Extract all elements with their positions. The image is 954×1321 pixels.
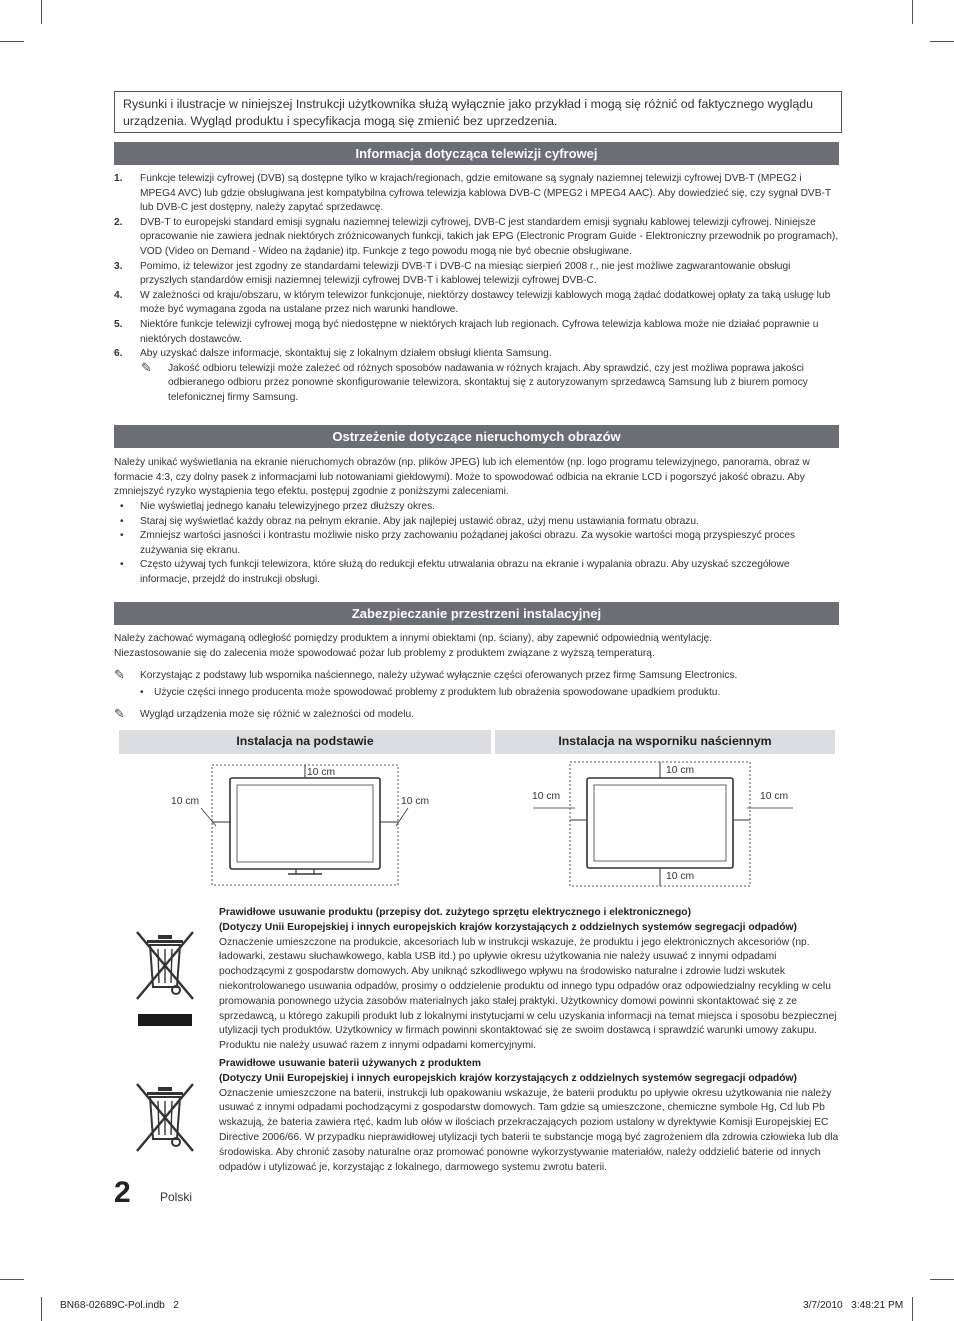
stand-install-label: Instalacja na podstawie xyxy=(119,730,491,754)
bullet: • xyxy=(140,687,144,698)
crop-mark xyxy=(41,0,42,24)
installation-note-1: ✎ Korzystając z podstawy lub wspornika naściennego, należy używać wyłącznie części oferowanych przez firmę Samsung Electronics. xyxy=(114,667,738,682)
crop-mark xyxy=(912,0,913,24)
digital-tv-list xyxy=(114,172,839,406)
section-title-digital-tv: Informacja dotycząca telewizji cyfrowej xyxy=(114,142,839,165)
product-disposal-text xyxy=(219,906,839,1054)
crop-mark xyxy=(930,1279,954,1280)
print-datetime: 3/7/2010 3:48:21 PM xyxy=(803,1300,904,1311)
list-item: 5. Niektóre funkcje telewizji cyfrowej mogą być niedostępne w niektórych krajach lub regionach. Cyfrowa telewizja kablowa może nie działać poprawnie u niektórych dostawców. xyxy=(114,318,819,345)
page-language: Polski xyxy=(160,1190,193,1204)
battery-disposal-title: Prawidłowe usuwanie baterii używanych z produktem xyxy=(219,1058,482,1069)
pencil-note-icon: ✎ xyxy=(114,706,125,721)
print-file-name: BN68-02689C-Pol.indb 2 xyxy=(60,1300,179,1311)
list-item: 3. Pomimo, iż telewizor jest zgodny ze standardami telewizji DVB-T i DVB-C na miesiąc sierpień 2008 r., nie jest możliwe zagwarantowanie obsługi przyszłych standardów emisji naziemnej telewizji cyfrowej DVB-T i kablowej telewizji cyfrowej DVB-C. xyxy=(114,260,791,287)
section-title-still-image: Ostrzeżenie dotyczące nieruchomych obrazów xyxy=(114,425,839,448)
page-number: 2 xyxy=(114,1176,131,1209)
list-item: • Nie wyświetlaj jednego kanału telewizyjnego przez dłuższy okres. xyxy=(114,500,839,515)
pencil-note-icon: ✎ xyxy=(141,359,152,375)
wall-left-clearance: 10 cm xyxy=(532,791,561,802)
crop-mark xyxy=(930,41,954,42)
list-item: 2. DVB-T to europejski standard emisji sygnału naziemnej telewizji cyfrowej, DVB-C jest standardem emisji sygnału kablowej telewizji cyfrowej. Niniejsze opracowanie nie zawiera jednak niektórych zróżnicowanych funkcji, takich jak EPG (Electronic Program Guide - Elektroniczny przewodnik po programach), VOD (Video on Demand - Wideo na żądanie) itp. Funkcje z tego powodu mogą nie być obecnie obsługiwane. xyxy=(114,216,839,257)
section-title-installation: Zabezpieczanie przestrzeni instalacyjnej xyxy=(114,602,839,625)
product-disposal-subtitle: (Dotyczy Unii Europejskiej i innych europejskich krajów korzystających z oddzielnych systemów segregacji odpadów) xyxy=(219,921,797,933)
crossed-bin-icon xyxy=(134,929,196,1032)
wall-top-clearance: 10 cm xyxy=(666,765,695,776)
stand-install-diagram xyxy=(160,760,460,888)
stand-top-clearance: 10 cm xyxy=(307,767,336,778)
list-item: • Zmniejsz wartości jasności i kontrastu możliwie nisko przy zachowaniu pożądanej jakości obrazu. Za wysokie wartości mogą przyspieszyć proces zużywania się ekranu. xyxy=(114,529,839,558)
crop-mark xyxy=(912,1297,913,1321)
list-item: • Staraj się wyświetlać każdy obraz na pełnym ekranie. Aby jak najlepiej ustawić obraz, użyj menu ustawiania formatu obrazu. xyxy=(114,515,839,530)
pencil-note-icon: ✎ xyxy=(114,667,125,682)
installation-note-2: ✎ Wygląd urządzenia może się różnić w zależności od modelu. xyxy=(114,706,414,721)
disclaimer-box: Rysunki i ilustracje w niniejszej Instrukcji użytkownika służą wyłącznie jako przykład i mogą się różnić od faktycznego wyglądu urządzenia. Wygląd produktu i specyfikacja mogą się zmienić bez uprzedzenia. xyxy=(114,91,842,133)
wall-right-clearance: 10 cm xyxy=(760,791,789,802)
product-disposal-title: Prawidłowe usuwanie produktu (przepisy dot. zużytego sprzętu elektrycznego i elektronicznego) xyxy=(219,907,692,918)
installation-intro-1: Należy zachować wymaganą odległość pomiędzy produktem a innymi obiektami (np. ściany), aby zapewnić odpowiednią wentylację. xyxy=(114,633,712,644)
crop-mark xyxy=(41,1297,42,1321)
battery-disposal-text xyxy=(219,1057,839,1175)
wall-install-label: Instalacja na wsporniku naściennym xyxy=(495,730,835,754)
crop-mark xyxy=(0,1279,24,1280)
installation-note-1-bullet: • Użycie części innego producenta może spowodować problemy z produktem lub obrażenia spowodowane upadkiem produktu. xyxy=(114,686,839,701)
stand-left-clearance: 10 cm xyxy=(171,796,200,807)
crop-mark xyxy=(0,41,24,42)
list-item: 6. Aby uzyskać dalsze informacje, skontaktuj się z lokalnym działem obsługi klienta Samsung. xyxy=(114,348,552,360)
wall-bottom-clearance: 10 cm xyxy=(666,871,695,882)
still-image-bullets xyxy=(114,500,839,588)
battery-disposal-subtitle: (Dotyczy Unii Europejskiej i innych europejskich krajów korzystających z oddzielnych systemów segregacji odpadów) xyxy=(219,1072,797,1084)
crossed-bin-icon xyxy=(134,1081,196,1160)
list-item: 1. Funkcje telewizji cyfrowej (DVB) są dostępne tylko w krajach/regionach, gdzie emitowane są sygnały naziemnej telewizji cyfrowej DVB-T (MPEG2 i MPEG4 AVC) lub gdzie obsługiwana jest kompatybilna cyfrowa telewizja kablowa DVB-C (MPEG2 i MPEG4 AAC). Aby dowiedzieć się, czy sygnał DVB-T lub DVB-C jest dostępny, należy zapytać sprzedawcę. xyxy=(114,173,831,214)
stand-right-clearance: 10 cm xyxy=(401,796,430,807)
product-disposal-body: Oznaczenie umieszczone na produkcie, akcesoriach lub w instrukcji wskazuje, że produktu i jego elektronicznych akcesoriów (np. ładowarki, zestawu słuchawkowego, kabla USB itd.) po upływie okresu użytkowania nie należy usuwać z innymi odpadami pochodzącymi z gospodarstw domowych. Aby uniknąć szkodliwego wpływu na środowisko naturalne i zdrowie ludzi wskutek niekontrolowanego usuwania odpadów, prosimy o oddzielenie produktu od innego typu odpadów oraz odpowiedzialny recykling w celu promowania ponownego użycia zasobów materialnych jako stałej praktyki. Użytkownicy domowi powinni skontaktować się z ze sprzedawcą, u którego zakupili produkt lub z lokalnymi instytucjami w celu uzyskania informacji na temat miejsca i sposobu bezpiecznej utylizacji tych produktów. Użytkownicy w firmach powinni skontaktować się ze swoim dostawcą i sprawdzić warunki umowy zakupu. Produktu nie należy usuwać razem z innymi odpadami komercyjnymi. xyxy=(219,936,837,1052)
list-item: • Często używaj tych funkcji telewizora, które służą do redukcji efektu utrwalania obrazu na ekranie i wypalania obrazu. Aby uzyskać szczegółowe informacje, przejdź do instrukcji obsługi. xyxy=(114,558,839,587)
battery-disposal-body: Oznaczenie umieszczone na baterii, instrukcji lub opakowaniu wskazuje, że baterii produktu po upływie okresu użytkowania nie należy usuwać z innymi odpadami pochodzącymi z gospodarstw domowych. Tam gdzie są umieszczone, chemiczne symbole Hg, Cd lub Pb wskazują, że bateria zawiera rtęć, kadm lub ołów w ilościach przekraczających poziom ustalony w dyrektywie Komisji Europejskiej EC Directive 2006/66. W przypadku nieprawidłowej utylizacji tych baterii te substancje mogą być zagrożeniem dla zdrowia człowieka lub dla środowiska. Aby chronić zasoby naturalne oraz promować ponowne wykorzystywanie materiałów, należy oddzielić baterie od innych odpadów i utylizować je, korzystając z lokalnego, darmowego systemu zwrotu baterii. xyxy=(219,1087,839,1173)
digital-tv-note: ✎ Jakość odbioru telewizji może zależeć od różnych sposobów nadawania w różnych krajach. Aby sprawdzić, czy jest możliwa poprawa jakości odbieranego odbioru przez ponowne skonfigurowanie telewizora, skontaktuj się z autoryzowanym sprzedawcą Samsung lub z biurem pomocy telefonicznej firmy Samsung. xyxy=(141,359,808,403)
still-image-intro: Należy unikać wyświetlania na ekranie nieruchomych obrazów (np. plików JPEG) lub ich elementów (np. logo programu telewizyjnego, panorama, obraz w formacie 4:3, czy dolny pasek z informacjami lub notowaniami giełdowymi). Może to spowodować odbicia na ekranie LCD i pogorszyć jakość obrazu. Aby zmniejszyć ryzyko wystąpienia tego efektu, postępuj zgodnie z poniższymi zaleceniami. xyxy=(114,457,810,498)
list-item: 4. W zależności od kraju/obszaru, w którym telewizor funkcjonuje, niektórzy dostawcy telewizji kablowych mogą żądać dodatkowej opłaty za taką usługę lub może być wymagana zgoda na ustalane przez nich warunki handlowe. xyxy=(114,289,831,316)
installation-intro-2: Niezastosowanie się do zalecenia może spowodować pożar lub problemy z produktem związane z wyższą temperaturą. xyxy=(114,648,655,659)
